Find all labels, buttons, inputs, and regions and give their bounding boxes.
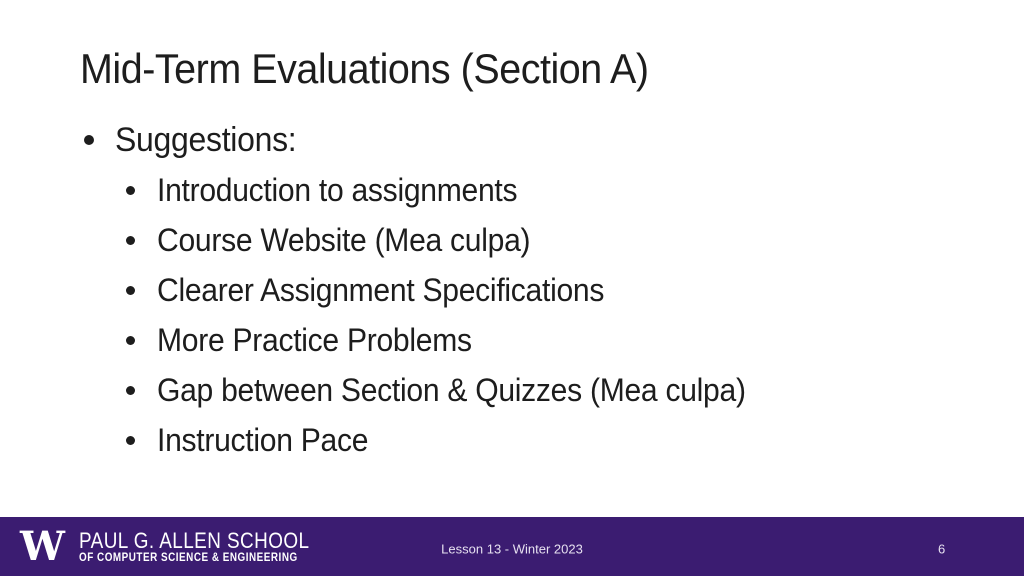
bullet-dot-icon (126, 336, 135, 345)
bullet-item-suggestions (0, 115, 1024, 165)
bullet-item-course-website (0, 215, 1024, 265)
bullet-item-gap-section-quizzes (0, 365, 1024, 415)
bullet-item-practice-problems (0, 315, 1024, 365)
bullet-item-intro-assignments (0, 165, 1024, 215)
bullet-item-clearer-specs (0, 265, 1024, 315)
uw-w-logo-icon: W (20, 522, 65, 570)
bullet-dot-icon (126, 236, 135, 245)
bullet-text: Introduction to assignments (157, 171, 518, 208)
school-wordmark (79, 529, 347, 565)
bullet-text: Clearer Assignment Specifications (157, 271, 605, 308)
bullet-text: Instruction Pace (157, 421, 369, 458)
school-name: PAUL G. ALLEN SCHOOL (78, 527, 310, 553)
bullet-text: Suggestions: (115, 120, 297, 159)
bullet-text: More Practice Problems (157, 321, 472, 358)
bullet-dot-icon (126, 186, 135, 195)
bullet-item-instruction-pace (0, 415, 1024, 465)
bullet-list (0, 115, 1024, 465)
lesson-info: Lesson 13 - Winter 2023 (441, 541, 583, 556)
slide-title (80, 42, 685, 96)
footer-bar (0, 517, 1024, 576)
bullet-dot-icon (126, 386, 135, 395)
slide-title-text: Mid-Term Evaluations (Section A) (80, 45, 649, 92)
bullet-text: Gap between Section & Quizzes (Mea culpa) (157, 371, 746, 408)
bullet-dot-icon (126, 436, 135, 445)
school-subtitle: OF COMPUTER SCIENCE & ENGINEERING (78, 551, 298, 564)
bullet-text: Course Website (Mea culpa) (157, 221, 531, 258)
uw-allen-school-logo (20, 517, 347, 576)
page-number: 6 (938, 541, 946, 556)
bullet-dot-icon (126, 286, 135, 295)
bullet-dot-icon (84, 135, 94, 145)
